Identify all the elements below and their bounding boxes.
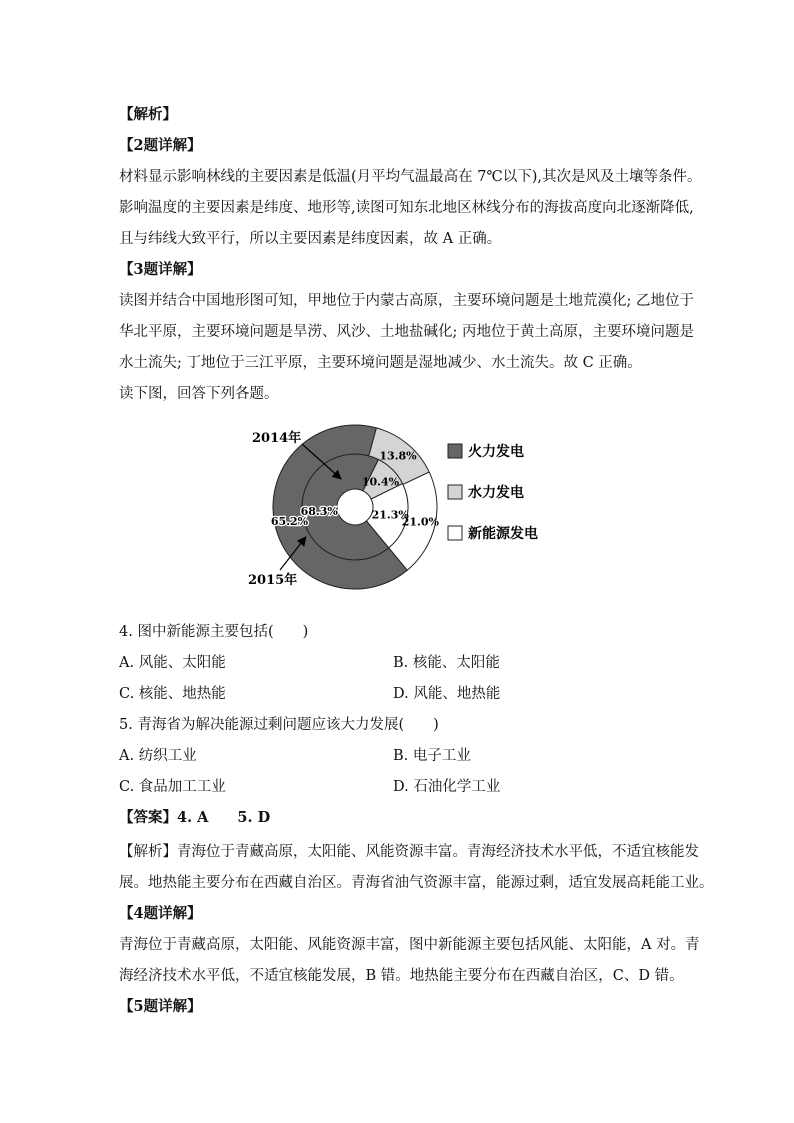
legend-swatch — [448, 526, 462, 540]
paragraph-line: 影响温度的主要因素是纬度、地形等,读图可知东北地区林线分布的海拔高度向北逐渐降低, — [119, 200, 694, 216]
analysis-line: 展。地热能主要分布在西藏自治区。青海省油气资源丰富，能源过剩，适宜发展高耗能工业。 — [119, 875, 714, 891]
answer-line: 【答案】4. A 5. D — [119, 809, 271, 826]
outer-slice-label: 65.2% — [270, 515, 309, 529]
q5-option-d: D. 石油化学工业 — [393, 779, 501, 795]
q4-option-c: C. 核能、地热能 — [119, 686, 226, 702]
q4-option-a: A. 风能、太阳能 — [119, 655, 226, 671]
paragraph-line: 且与纬线大致平行，所以主要因素是纬度因素，故 A 正确。 — [119, 231, 502, 247]
legend-swatch — [448, 444, 462, 458]
paragraph-line: 华北平原，主要环境问题是旱涝、风沙、土地盐碱化; 丙地位于黄土高原，主要环境问题是 — [119, 324, 694, 340]
q4-detail-line: 海经济技术水平低，不适宜核能发展，B 错。地热能主要分布在西藏自治区，C、D 错。 — [119, 968, 684, 984]
q4-stem: 4. 图中新能源主要包括( ) — [119, 624, 309, 640]
year-label-2014: 2014年 — [252, 431, 302, 446]
q5-option-c: C. 食品加工工业 — [119, 779, 226, 795]
analysis-heading: 【解析】 — [119, 106, 177, 123]
analysis-line: 【解析】青海位于青藏高原，太阳能、风能资源丰富。青海经济技术水平低，不适宜核能发 — [119, 844, 699, 860]
q5-option-a: A. 纺织工业 — [119, 748, 197, 764]
inner-slice-label: 21.3% — [371, 508, 409, 522]
paragraph-line: 水土流失; 丁地位于三江平原，主要环境问题是湿地减少、水土流失。故 C 正确。 — [119, 355, 642, 371]
legend-label: 水力发电 — [468, 485, 524, 501]
q4-detail-line: 青海位于青藏高原，太阳能、风能资源丰富，图中新能源主要包括风能、太阳能，A 对。青 — [119, 937, 700, 953]
q5-option-b: B. 电子工业 — [393, 748, 471, 764]
outer-slice-label: 13.8% — [379, 449, 417, 463]
q2-detail-heading: 【2题详解】 — [119, 137, 202, 154]
q4-option-b: B. 核能、太阳能 — [393, 655, 500, 671]
figure-intro: 读下图，回答下列各题。 — [119, 386, 279, 402]
q4-detail-heading: 【4题详解】 — [119, 905, 202, 922]
q5-detail-heading: 【5题详解】 — [119, 998, 202, 1015]
power-generation-donut-chart — [240, 420, 560, 600]
q4-option-d: D. 风能、地热能 — [393, 686, 501, 702]
year-label-2015: 2015年 — [248, 573, 298, 588]
paragraph-line: 读图并结合中国地形图可知，甲地位于内蒙古高原，主要环境问题是土地荒漠化; 乙地位于 — [119, 293, 694, 309]
inner-slice-label: 10.4% — [361, 475, 400, 489]
paragraph-line: 材料显示影响林线的主要因素是低温(月平均气温最高在 7℃以下),其次是风及土壤等条件。 — [119, 169, 702, 185]
legend-label: 新能源发电 — [468, 526, 538, 542]
legend-label: 火力发电 — [468, 444, 524, 460]
outer-slice-label: 21.0% — [401, 515, 440, 529]
q3-detail-heading: 【3题详解】 — [119, 261, 202, 278]
legend-swatch — [448, 485, 462, 499]
inner-slice-label: 68.3% — [300, 505, 338, 519]
q5-stem: 5. 青海省为解决能源过剩问题应该大力发展( ) — [119, 717, 439, 733]
